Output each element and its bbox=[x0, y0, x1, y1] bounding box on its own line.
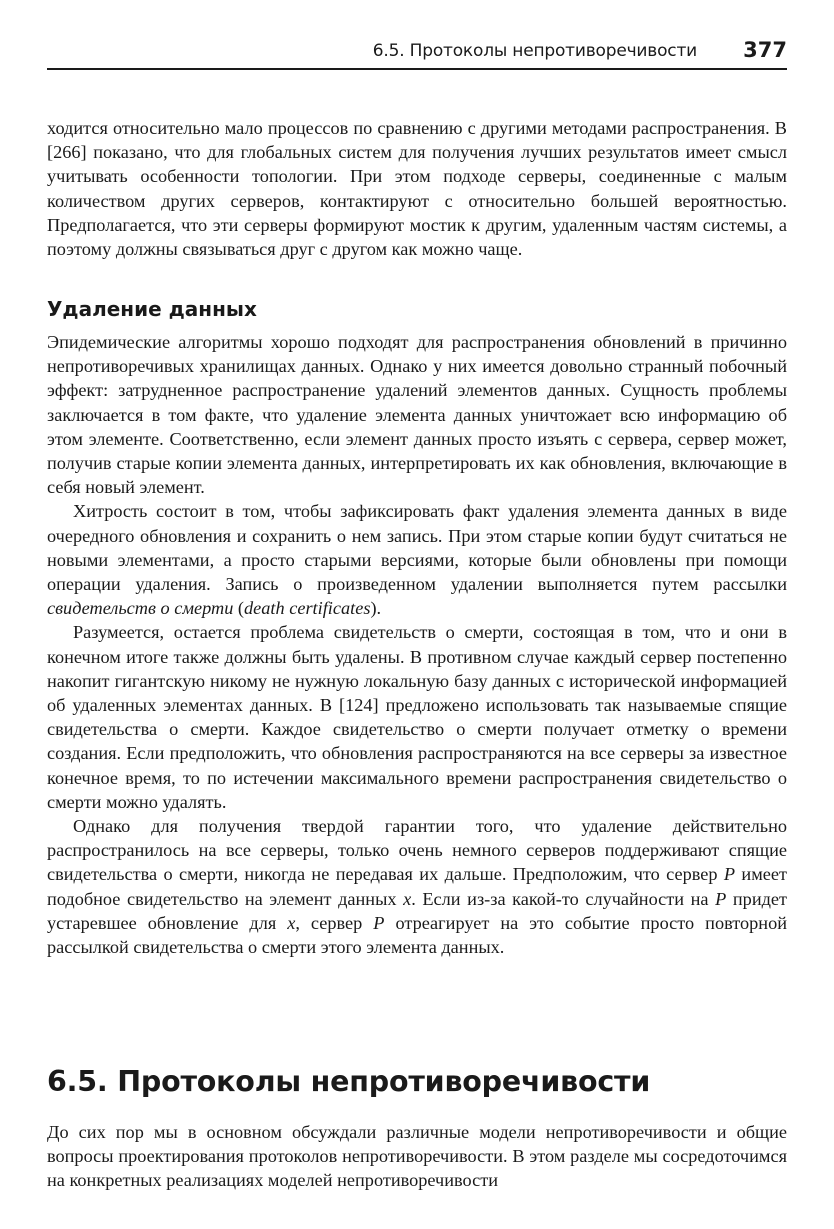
variable-x: x bbox=[287, 912, 296, 933]
page-number: 377 bbox=[743, 38, 787, 62]
text-run: ). bbox=[370, 598, 382, 619]
running-header bbox=[47, 38, 787, 70]
text-run: Однако для получения твердой гарантии того, что удаление действительно распространилось на все серверы, только очень немного серверов поддерживают спящие свидетельства о смерти, никогда не передавая их дальше. Предположим, что сервер bbox=[47, 816, 787, 885]
text-run: . Если из-за какой-то случайности на bbox=[411, 888, 716, 909]
section-heading: 6.5. Протоколы непротиворечивости bbox=[47, 1065, 651, 1098]
paragraph-epidemic: Эпидемические алгоритмы хорошо подходят для распространения обновлений в причинно непротиворечивых хранилищах данных. Однако у них имеется довольно странный побочный эффект: затрудненное распространение удалений элементов данных. Сущность проблемы заключается в том факте, что удаление элемента данных уничтожает всю информацию об этом элементе. Соответственно, если элемент данных просто изъять с сервера, сервер может, получив старые копии элемента данных, интерпретировать их как обновления, включающие в себя новый элемент. bbox=[47, 332, 787, 498]
paragraph-trick bbox=[47, 499, 787, 620]
variable-p: P bbox=[715, 888, 727, 909]
subsection-heading: Удаление данных bbox=[47, 297, 257, 321]
paragraph-guarantee bbox=[47, 814, 787, 959]
variable-p: P bbox=[373, 912, 385, 933]
paragraph-continued: ходится относительно мало процессов по сравнению с другими методами распространения. В [266] показано, что для глобальных систем для получения лучших результатов имеет смысл учитывать особенности топологии. При этом подходе серверы, соединенные с малым количеством других серверов, контактируют с относительно большей вероятностью. Предполагается, что эти серверы формируют мостик к другим, удаленным частям системы, а поэтому должны связываться друг с другом как можно чаще. bbox=[47, 118, 787, 260]
running-title: 6.5. Протоколы непротиворечивости bbox=[372, 41, 697, 61]
subsection-body bbox=[47, 330, 787, 959]
text-run: имеет подобное свидетельство на элемент данных bbox=[47, 864, 788, 909]
text-run: Хитрость состоит в том, чтобы зафиксировать факт удаления элемента данных в виде очередного обновления и сохранить о нем запись. При этом старые копии будут считаться не новыми элементами, а просто старыми версиями, которые были обновлены при помощи операции удаления. Запись о произведенном удалении выполняется путем рассылки bbox=[47, 501, 787, 595]
text-run: придет устаревшее обновление для bbox=[47, 888, 788, 933]
paragraph-section-intro: До сих пор мы в основном обсуждали различные модели непротиворечивости и общие вопросы проектирования протоколов непротиворечивости. В этом разделе мы сосредоточимся на конкретных реализациях моделей непротиворечивости bbox=[47, 1122, 787, 1191]
paragraph-dormant: Разумеется, остается проблема свидетельств о смерти, состоящая в том, что и они в конечном итоге также должны быть удалены. В противном случае каждый сервер постепенно накопит гигантскую никому не нужную локальную базу данных с исторической информацией об удаленных элементах данных. В [124] предложено использовать так называемые спящие свидетельства о смерти. Каждое свидетельство о смерти получает отметку о времени создания. Если предположить, что обновления распространяются на все серверы за известное конечное время, то по истечении максимального времени распространения свидетельство о смерти можно удалять. bbox=[47, 622, 787, 812]
term-death-certificates-ru: свидетельств о смерти bbox=[47, 598, 234, 619]
text-run: отреагирует на это событие просто повторной рассылкой свидетельства о смерти этого элемента данных. bbox=[47, 912, 787, 958]
text-run: ( bbox=[233, 598, 245, 619]
term-death-certificates-en: death certificates bbox=[244, 598, 371, 619]
variable-x: x bbox=[403, 888, 412, 909]
text-run: , сервер bbox=[295, 912, 374, 933]
variable-p: P bbox=[723, 864, 736, 885]
